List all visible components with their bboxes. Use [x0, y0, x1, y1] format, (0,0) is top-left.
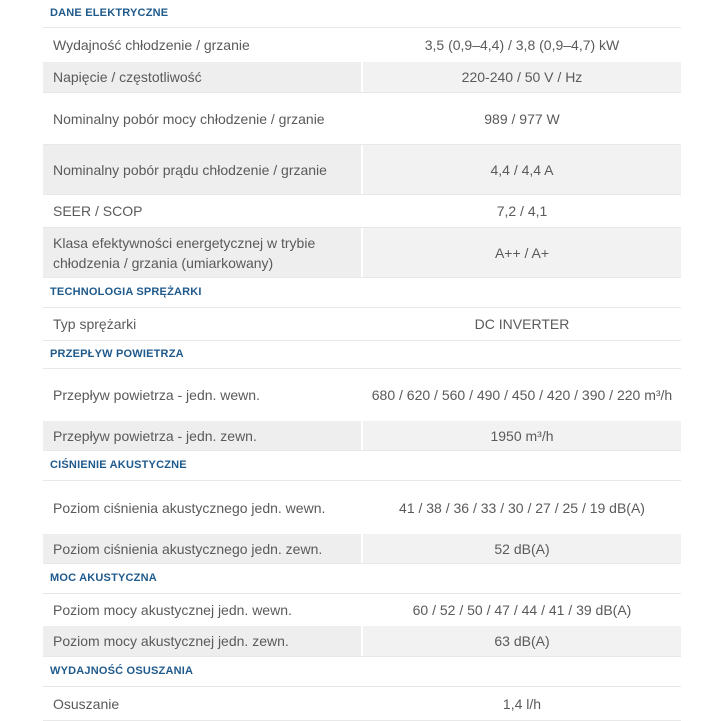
row-label: Poziom ciśnienia akustycznego jedn. wewn. [43, 481, 363, 534]
table-row [43, 534, 681, 564]
row-value: 7,2 / 4,1 [496, 203, 548, 219]
row-value: 60 / 52 / 50 / 47 / 44 / 41 / 39 dB(A) [412, 602, 632, 618]
row-label: Poziom ciśnienia akustycznego jedn. zewn. [43, 534, 363, 563]
table-row [43, 93, 681, 145]
table-row [43, 307, 681, 341]
table-row [43, 421, 681, 451]
table-row [43, 368, 681, 422]
row-value: 63 dB(A) [494, 633, 550, 649]
row-label: Osuszanie [43, 687, 363, 720]
row-value: 1950 m³/h [490, 427, 554, 444]
section-title: DANE ELEKTRYCZNE [50, 7, 169, 19]
section-title: MOC AKUSTYCZNA [50, 572, 157, 584]
section-title: PRZEPŁYW POWIETRZA [50, 347, 184, 360]
row-label: Wydajność chłodzenie / grzanie [43, 28, 363, 62]
section-title: TECHNOLOGIA SPRĘŻARKI [50, 286, 202, 298]
row-value: 680 / 620 / 560 / 490 / 450 / 420 / 390 / 220 m³/h [371, 387, 673, 403]
row-value: 41 / 38 / 36 / 33 / 30 / 27 / 25 / 19 dB(A) [399, 499, 645, 516]
row-value: 220-240 / 50 V / Hz [461, 69, 583, 85]
row-label: Nominalny pobór prądu chłodzenie / grzanie [43, 145, 363, 194]
row-label: Poziom mocy akustycznej jedn. zewn. [43, 626, 363, 656]
table-row [43, 228, 681, 278]
row-value: A++ / A+ [494, 244, 550, 261]
section-title: CIŚNIENIE AKUSTYCZNE [50, 459, 187, 471]
row-value: 1,4 l/h [502, 695, 542, 712]
table-row [43, 480, 681, 535]
row-value: 989 / 977 W [484, 110, 560, 127]
section-title: WYDAJNOŚĆ OSUSZANIA [50, 665, 194, 677]
row-value: 3,5 (0,9–4,4) / 3,8 (0,9–4,7) kW [424, 37, 620, 53]
row-label: SEER / SCOP [43, 195, 363, 227]
row-value: 52 dB(A) [494, 540, 550, 557]
row-label: Przepływ powietrza - jedn. wewn. [43, 369, 363, 421]
row-label: Przepływ powietrza - jedn. zewn. [43, 421, 363, 450]
row-label: Napięcie / częstotliwość [43, 62, 363, 92]
table-row [43, 593, 681, 627]
row-label: Nominalny pobór mocy chłodzenie / grzanie [43, 93, 363, 144]
table-row [43, 686, 681, 721]
table-row [43, 626, 681, 657]
table-row [43, 195, 681, 228]
row-value: DC INVERTER [474, 316, 570, 332]
table-row [43, 145, 681, 195]
table-row [43, 62, 681, 93]
row-label: Typ sprężarki [43, 308, 363, 340]
row-value: 4,4 / 4,4 A [490, 161, 554, 178]
row-label: Poziom mocy akustycznej jedn. wewn. [43, 594, 363, 626]
table-row [43, 27, 681, 63]
row-label: Klasa efektywności energetycznej w trybie chłodzenia / grzania (umiarkowany) [43, 228, 363, 277]
